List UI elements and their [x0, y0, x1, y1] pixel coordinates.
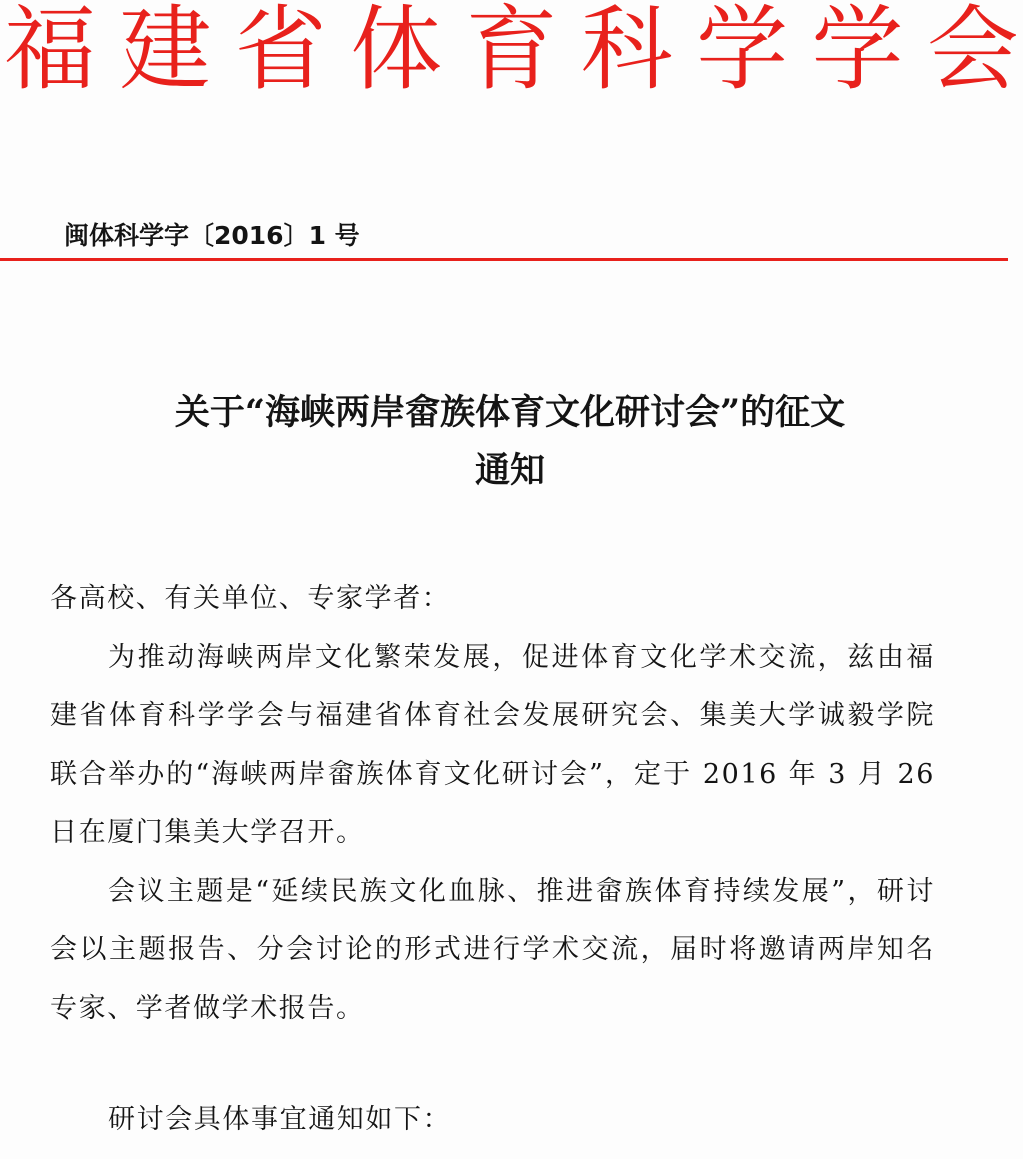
document-number: 闽体科学字〔2016〕1 号: [64, 221, 360, 250]
organization-char: 福: [4, 0, 97, 103]
organization-char: 会: [926, 0, 1019, 103]
salutation: 各高校、有关单位、专家学者：: [50, 583, 451, 614]
body-paragraph: 会议主题是“延续民族文化血脉、推进畲族体育持续发展”，研讨会以主题报告、分会讨论的形式进行学术交流，届时将邀请两岸知名专家、学者做学术报告。: [50, 875, 935, 1024]
body-paragraph: 为推动海峡两岸文化繁荣发展，促进体育文化学术交流，兹由福建省体育科学学会与福建省体育社会发展研究会、集美大学诚毅学院联合举办的“海峡两岸畲族体育文化研讨会”，定于 2016 年 3 月 26 日在厦门集美大学召开。: [50, 641, 935, 848]
organization-char: 体: [350, 0, 443, 103]
organization-char: 育: [465, 0, 558, 103]
header-divider: [0, 258, 1008, 261]
organization-header: [0, 0, 1023, 106]
notice-title-line: 关于“海峡两岸畲族体育文化研讨会”的征文: [174, 392, 846, 433]
organization-char: 科: [580, 0, 673, 103]
notice-body: [50, 570, 935, 1150]
notice-title: [40, 384, 980, 500]
organization-char: 学: [696, 0, 789, 103]
organization-char: 学: [811, 0, 904, 103]
organization-char: 建: [119, 0, 212, 103]
bleed-through-shading: [90, 100, 990, 160]
body-paragraph: 研讨会具体事宜通知如下：: [108, 1104, 452, 1135]
organization-char: 省: [234, 0, 327, 103]
notice-title-line: 通知: [474, 450, 545, 491]
